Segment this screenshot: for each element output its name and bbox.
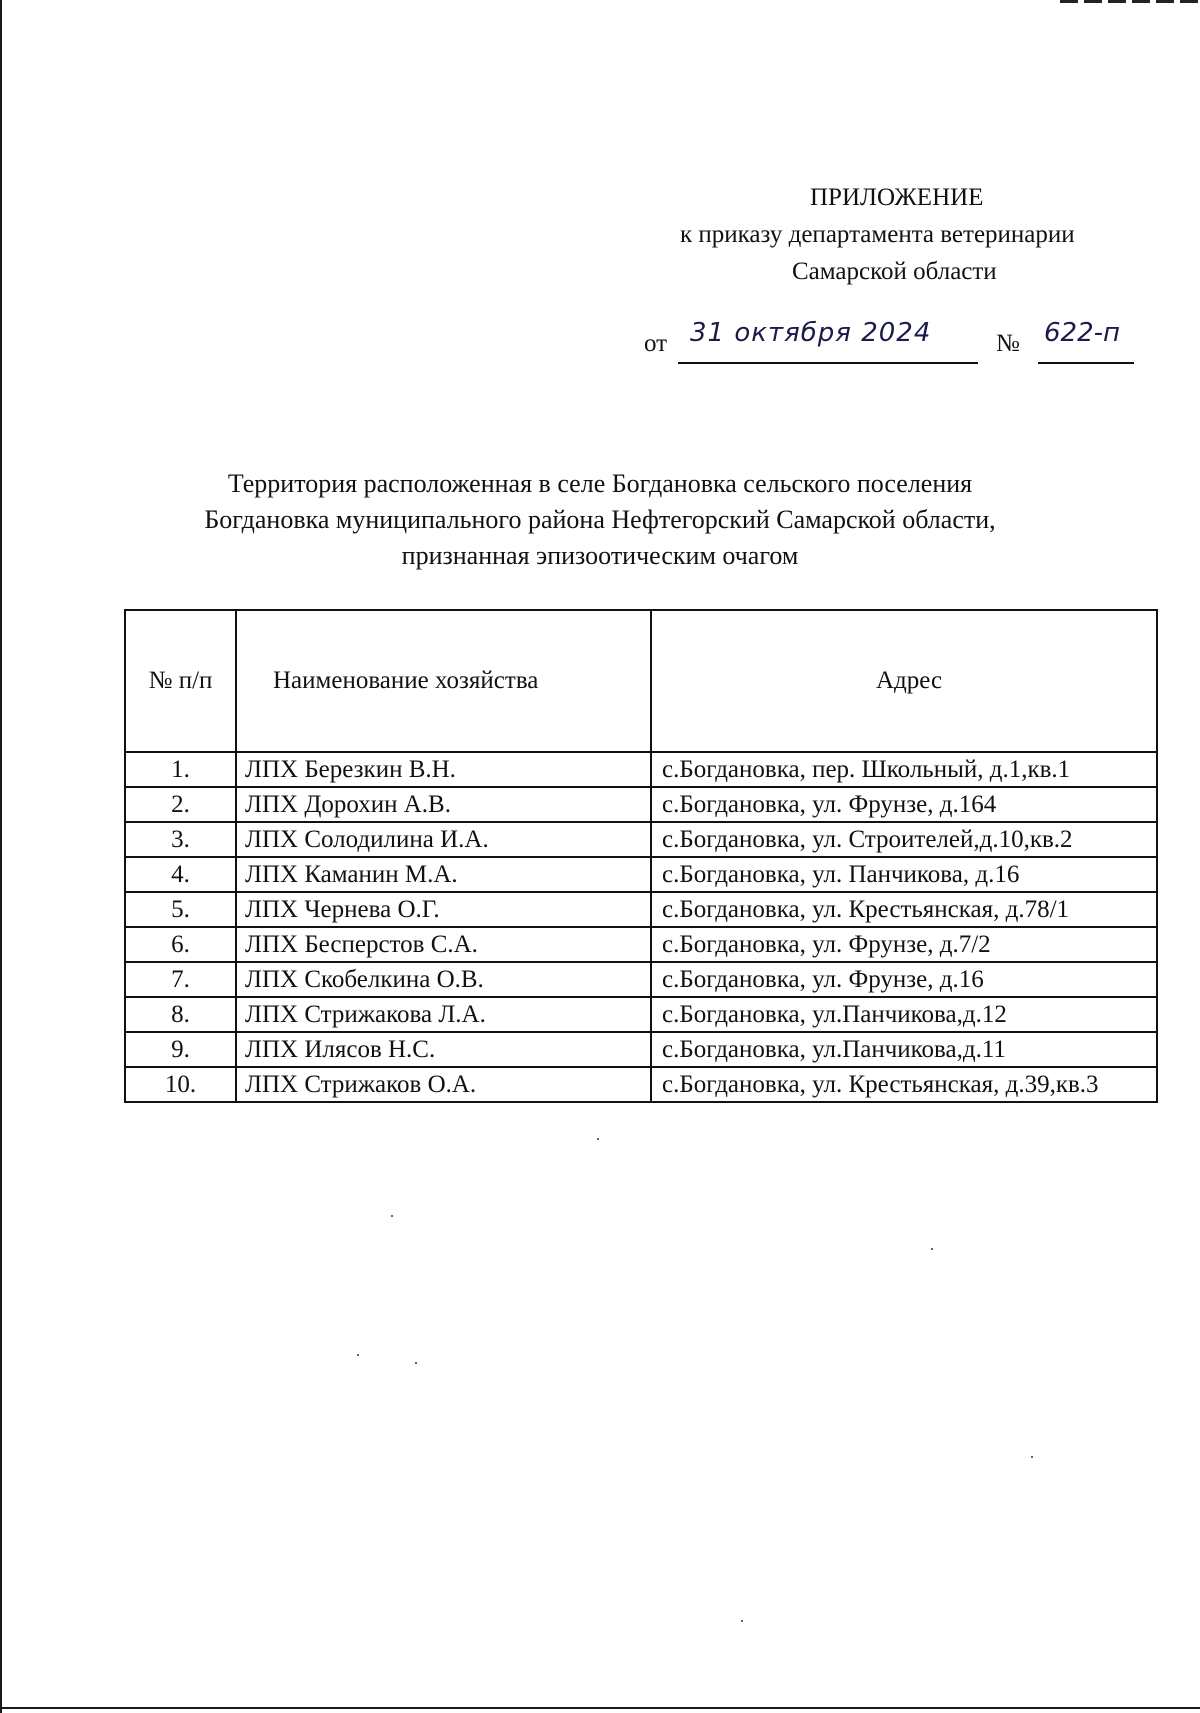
table-row — [125, 752, 1157, 787]
scan-speck — [741, 1620, 743, 1622]
farms-table — [124, 609, 1158, 1103]
table-row — [125, 822, 1157, 857]
appendix-title: ПРИЛОЖЕНИЕ — [810, 184, 984, 211]
header-farm-name: Наименование хозяйства — [236, 610, 651, 752]
scan-edge-left — [0, 0, 2, 1713]
scan-speck — [1031, 1456, 1033, 1458]
table-row — [125, 1067, 1157, 1102]
appendix-region: Самарской области — [792, 258, 997, 285]
table-row — [125, 892, 1157, 927]
row-address: с.Богдановка, ул. Фрунзе, д.16 — [651, 962, 1157, 997]
row-address: с.Богдановка, ул.Панчикова,д.12 — [651, 997, 1157, 1032]
table-row — [125, 857, 1157, 892]
header-number: № п/п — [125, 610, 236, 752]
order-number-handwritten: 622-п — [1044, 318, 1121, 348]
table-header-row — [125, 610, 1157, 752]
scan-speck — [931, 1248, 933, 1250]
row-number: 10. — [125, 1067, 236, 1102]
row-farm-name: ЛПХ Стрижаков О.А. — [236, 1067, 651, 1102]
row-farm-name: ЛПХ Стрижакова Л.А. — [236, 997, 651, 1032]
table-row — [125, 962, 1157, 997]
row-farm-name: ЛПХ Илясов Н.С. — [236, 1032, 651, 1067]
row-number: 3. — [125, 822, 236, 857]
order-date-handwritten: 31 октября 2024 — [690, 318, 932, 348]
row-address: с.Богдановка, ул.Панчикова,д.11 — [651, 1032, 1157, 1067]
document-title — [120, 466, 1080, 574]
row-address: с.Богдановка, ул. Строителей,д.10,кв.2 — [651, 822, 1157, 857]
row-address: с.Богдановка, ул. Фрунзе, д.7/2 — [651, 927, 1157, 962]
header-address: Адрес — [651, 610, 1157, 752]
row-farm-name: ЛПХ Бесперстов С.А. — [236, 927, 651, 962]
scan-edge-top — [1060, 0, 1200, 3]
order-date-underline — [678, 362, 978, 364]
row-number: 2. — [125, 787, 236, 822]
scan-speck — [415, 1362, 417, 1364]
scan-speck — [597, 1138, 599, 1140]
row-farm-name: ЛПХ Каманин М.А. — [236, 857, 651, 892]
row-number: 7. — [125, 962, 236, 997]
row-address: с.Богдановка, ул. Фрунзе, д.164 — [651, 787, 1157, 822]
table-row — [125, 787, 1157, 822]
scan-edge-bottom — [0, 1707, 1200, 1709]
row-address: с.Богдановка, ул. Крестьянская, д.39,кв.3 — [651, 1067, 1157, 1102]
title-line-3: признанная эпизоотическим очагом — [401, 541, 799, 570]
row-number: 9. — [125, 1032, 236, 1067]
row-farm-name: ЛПХ Березкин В.Н. — [236, 752, 651, 787]
row-address: с.Богдановка, ул. Крестьянская, д.78/1 — [651, 892, 1157, 927]
table-row — [125, 997, 1157, 1032]
row-number: 4. — [125, 857, 236, 892]
row-number: 8. — [125, 997, 236, 1032]
table-row — [125, 1032, 1157, 1067]
table-row — [125, 927, 1157, 962]
scan-speck — [391, 1215, 393, 1217]
row-number: 1. — [125, 752, 236, 787]
order-reference — [644, 318, 1144, 366]
row-address: с.Богдановка, пер. Школьный, д.1,кв.1 — [651, 752, 1157, 787]
row-farm-name: ЛПХ Солодилина И.А. — [236, 822, 651, 857]
row-number: 6. — [125, 927, 236, 962]
order-number-label: № — [996, 330, 1020, 357]
scan-speck — [357, 1354, 359, 1356]
title-line-2: Богдановка муниципального района Нефтегорский Самарской области, — [204, 505, 996, 534]
row-number: 5. — [125, 892, 236, 927]
order-from-label: от — [644, 330, 668, 357]
row-address: с.Богдановка, ул. Панчикова, д.16 — [651, 857, 1157, 892]
row-farm-name: ЛПХ Чернева О.Г. — [236, 892, 651, 927]
row-farm-name: ЛПХ Дорохин А.В. — [236, 787, 651, 822]
row-farm-name: ЛПХ Скобелкина О.В. — [236, 962, 651, 997]
order-number-underline — [1038, 362, 1134, 364]
title-line-1: Территория расположенная в селе Богдановка сельского поселения — [227, 469, 973, 498]
appendix-subtitle: к приказу департамента ветеринарии — [680, 221, 1075, 248]
